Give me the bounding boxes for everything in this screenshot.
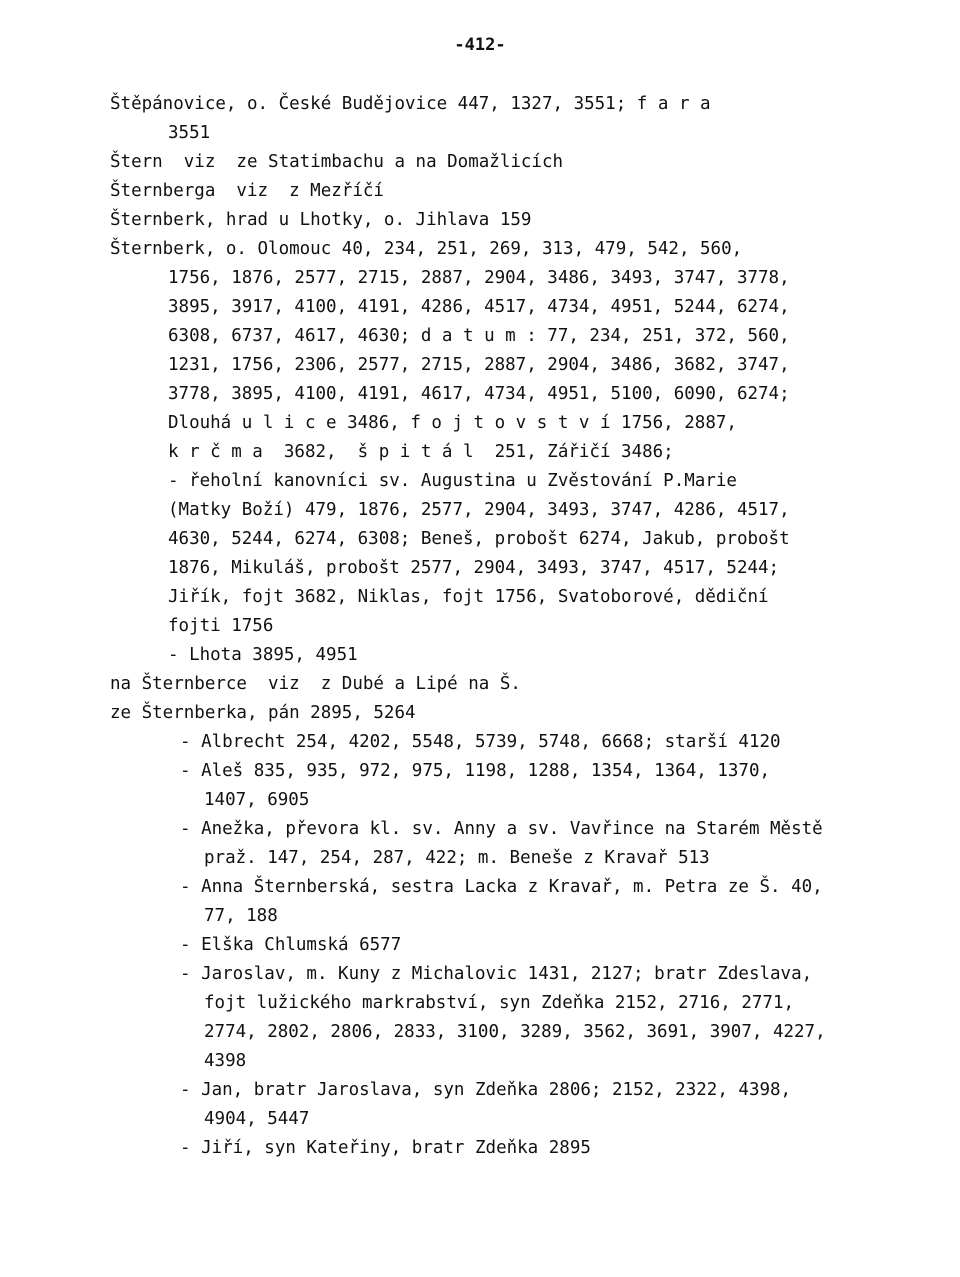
index-line: Štern viz ze Statimbachu a na Domažlicích <box>110 152 564 172</box>
index-line: na Šternberce viz z Dubé a Lipé na Š. <box>110 674 521 694</box>
index-line: Dlouhá u l i c e 3486, f o j t o v s t v í 1756, 2887, <box>168 413 737 433</box>
index-line: - Jaroslav, m. Kuny z Michalovic 1431, 2127; bratr Zdeslava, <box>180 964 813 984</box>
index-line: - Anežka, převora kl. sv. Anny a sv. Vavřince na Starém Městě <box>180 819 823 839</box>
index-line: - Elška Chlumská 6577 <box>180 935 402 955</box>
index-line: 4630, 5244, 6274, 6308; Beneš, probošt 6274, Jakub, probošt <box>168 529 790 549</box>
index-line: - řeholní kanovníci sv. Augustina u Zvěstování P.Marie <box>168 471 737 491</box>
index-line: Šternberk, hrad u Lhotky, o. Jihlava 159 <box>110 210 532 230</box>
index-line: 1407, 6905 <box>204 790 310 810</box>
index-line: 3895, 3917, 4100, 4191, 4286, 4517, 4734, 4951, 5244, 6274, <box>168 297 790 317</box>
index-line: 1231, 1756, 2306, 2577, 2715, 2887, 2904, 3486, 3682, 3747, <box>168 355 790 375</box>
index-line: ze Šternberka, pán 2895, 5264 <box>110 703 416 723</box>
index-line: - Lhota 3895, 4951 <box>168 645 358 665</box>
index-line: fojti 1756 <box>168 616 274 636</box>
index-line: Štěpánovice, o. České Budějovice 447, 1327, 3551; f a r a <box>110 94 711 114</box>
index-line: (Matky Boží) 479, 1876, 2577, 2904, 3493, 3747, 4286, 4517, <box>168 500 790 520</box>
index-line: 4904, 5447 <box>204 1109 310 1129</box>
index-line: 4398 <box>204 1051 247 1071</box>
index-line: 3778, 3895, 4100, 4191, 4617, 4734, 4951, 5100, 6090, 6274; <box>168 384 790 404</box>
page-number: -412- <box>454 35 506 55</box>
index-line: - Albrecht 254, 4202, 5548, 5739, 5748, 6668; starší 4120 <box>180 732 781 752</box>
index-line: 77, 188 <box>204 906 278 926</box>
index-entries <box>110 90 910 1163</box>
index-line: 6308, 6737, 4617, 4630; d a t u m : 77, 234, 251, 372, 560, <box>168 326 790 346</box>
index-line: 1756, 1876, 2577, 2715, 2887, 2904, 3486, 3493, 3747, 3778, <box>168 268 790 288</box>
index-line: - Anna Šternberská, sestra Lacka z Kravař, m. Petra ze Š. 40, <box>180 877 823 897</box>
index-line: fojt lužického markrabství, syn Zdeňka 2152, 2716, 2771, <box>204 993 795 1013</box>
index-line: Šternberga viz z Mezříčí <box>110 181 384 201</box>
index-line: 2774, 2802, 2806, 2833, 3100, 3289, 3562, 3691, 3907, 4227, <box>204 1022 826 1042</box>
index-line: - Jan, bratr Jaroslava, syn Zdeňka 2806; 2152, 2322, 4398, <box>180 1080 792 1100</box>
index-line: - Aleš 835, 935, 972, 975, 1198, 1288, 1354, 1364, 1370, <box>180 761 771 781</box>
index-line: Jiřík, fojt 3682, Niklas, fojt 1756, Svatoborové, dědiční <box>168 587 769 607</box>
index-line: 3551 <box>168 123 211 143</box>
index-line: praž. 147, 254, 287, 422; m. Beneše z Kravař 513 <box>204 848 710 868</box>
index-line: Šternberk, o. Olomouc 40, 234, 251, 269, 313, 479, 542, 560, <box>110 239 743 259</box>
index-line: k r č m a 3682, š p i t á l 251, Zářičí 3486; <box>168 442 674 462</box>
index-line: 1876, Mikuláš, probošt 2577, 2904, 3493, 3747, 4517, 5244; <box>168 558 780 578</box>
index-line: - Jiří, syn Kateřiny, bratr Zdeňka 2895 <box>180 1138 591 1158</box>
